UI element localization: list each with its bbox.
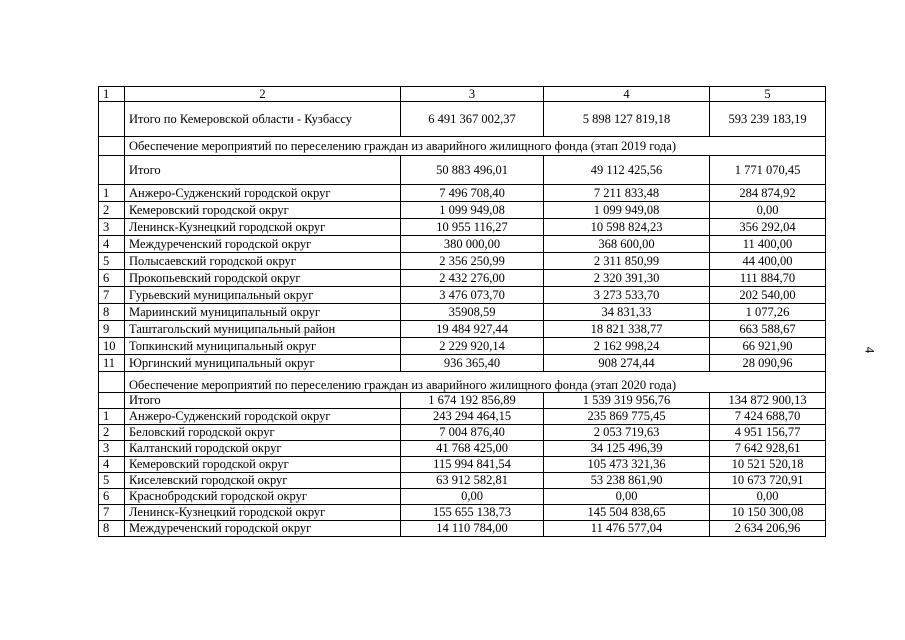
amount-total: 936 365,40 bbox=[401, 355, 544, 372]
amount-total: 7 496 708,40 bbox=[401, 185, 544, 202]
table-row bbox=[99, 338, 826, 355]
table-row bbox=[99, 253, 826, 270]
amount-total: 243 294 464,15 bbox=[401, 409, 544, 425]
table-row bbox=[99, 219, 826, 236]
section-total-label: Итого bbox=[125, 393, 401, 409]
amount-fund: 34 831,33 bbox=[544, 304, 710, 321]
region-total-row bbox=[99, 102, 826, 137]
row-number-cell bbox=[99, 393, 125, 409]
amount-total: 41 768 425,00 bbox=[401, 441, 544, 457]
municipality-name: Киселевский городской округ bbox=[125, 473, 401, 489]
region-total-value: 593 239 183,19 bbox=[710, 102, 826, 137]
amount-budget: 356 292,04 bbox=[710, 219, 826, 236]
amount-total: 155 655 138,73 bbox=[401, 505, 544, 521]
section-total-value: 1 771 070,45 bbox=[710, 156, 826, 185]
section-total-label: Итого bbox=[125, 156, 401, 185]
amount-total: 63 912 582,81 bbox=[401, 473, 544, 489]
amount-budget: 0,00 bbox=[710, 202, 826, 219]
row-number: 5 bbox=[99, 473, 125, 489]
municipality-name: Гурьевский муниципальный округ bbox=[125, 287, 401, 304]
amount-total: 19 484 927,44 bbox=[401, 321, 544, 338]
row-number: 2 bbox=[99, 425, 125, 441]
amount-total: 2 432 276,00 bbox=[401, 270, 544, 287]
page-number: 4 bbox=[862, 346, 878, 354]
amount-fund: 34 125 496,39 bbox=[544, 441, 710, 457]
amount-budget: 44 400,00 bbox=[710, 253, 826, 270]
amount-fund: 11 476 577,04 bbox=[544, 521, 710, 537]
section-total-value: 1 674 192 856,89 bbox=[401, 393, 544, 409]
table-row bbox=[99, 287, 826, 304]
amount-budget: 7 642 928,61 bbox=[710, 441, 826, 457]
table-row bbox=[99, 425, 826, 441]
amount-total: 35908,59 bbox=[401, 304, 544, 321]
municipality-name: Кемеровский городской округ bbox=[125, 457, 401, 473]
amount-fund: 7 211 833,48 bbox=[544, 185, 710, 202]
column-number: 1 bbox=[99, 87, 125, 102]
municipality-name: Полысаевский городской округ bbox=[125, 253, 401, 270]
amount-total: 115 994 841,54 bbox=[401, 457, 544, 473]
row-number: 4 bbox=[99, 457, 125, 473]
amount-fund: 2 311 850,99 bbox=[544, 253, 710, 270]
row-number-cell bbox=[99, 102, 125, 137]
row-number: 4 bbox=[99, 236, 125, 253]
section-total-row bbox=[99, 156, 826, 185]
amount-budget: 284 874,92 bbox=[710, 185, 826, 202]
row-number: 7 bbox=[99, 287, 125, 304]
table-row bbox=[99, 457, 826, 473]
amount-fund: 235 869 775,45 bbox=[544, 409, 710, 425]
municipality-name: Юргинский муниципальный округ bbox=[125, 355, 401, 372]
table-row bbox=[99, 521, 826, 537]
row-number: 5 bbox=[99, 253, 125, 270]
row-number: 2 bbox=[99, 202, 125, 219]
amount-total: 2 356 250,99 bbox=[401, 253, 544, 270]
municipality-name: Анжеро-Судженский городской округ bbox=[125, 185, 401, 202]
column-number: 3 bbox=[401, 87, 544, 102]
amount-budget: 1 077,26 bbox=[710, 304, 826, 321]
amount-total: 1 099 949,08 bbox=[401, 202, 544, 219]
amount-budget: 7 424 688,70 bbox=[710, 409, 826, 425]
amount-fund: 3 273 533,70 bbox=[544, 287, 710, 304]
section-title: Обеспечение мероприятий по переселению граждан из аварийного жилищного фонда (этап 2019 года) bbox=[125, 137, 826, 156]
municipality-name: Топкинский муниципальный округ bbox=[125, 338, 401, 355]
funding-table-body bbox=[99, 87, 826, 537]
row-number: 1 bbox=[99, 185, 125, 202]
column-number: 4 bbox=[544, 87, 710, 102]
amount-fund: 2 053 719,63 bbox=[544, 425, 710, 441]
table-row bbox=[99, 473, 826, 489]
table-row bbox=[99, 202, 826, 219]
municipality-name: Ленинск-Кузнецкий городской округ bbox=[125, 505, 401, 521]
row-number: 7 bbox=[99, 505, 125, 521]
amount-total: 14 110 784,00 bbox=[401, 521, 544, 537]
amount-budget: 28 090,96 bbox=[710, 355, 826, 372]
amount-total: 2 229 920,14 bbox=[401, 338, 544, 355]
row-number-cell bbox=[99, 156, 125, 185]
funding-table bbox=[98, 86, 826, 537]
amount-total: 380 000,00 bbox=[401, 236, 544, 253]
table-row bbox=[99, 321, 826, 338]
amount-budget: 0,00 bbox=[710, 489, 826, 505]
municipality-name: Мариинский муниципальный округ bbox=[125, 304, 401, 321]
row-number: 8 bbox=[99, 304, 125, 321]
amount-total: 3 476 073,70 bbox=[401, 287, 544, 304]
section-total-row bbox=[99, 393, 826, 409]
municipality-name: Кемеровский городской округ bbox=[125, 202, 401, 219]
amount-budget: 11 400,00 bbox=[710, 236, 826, 253]
municipality-name: Междуреченский городской округ bbox=[125, 521, 401, 537]
municipality-name: Таштагольский муниципальный район bbox=[125, 321, 401, 338]
municipality-name: Краснобродский городской округ bbox=[125, 489, 401, 505]
row-number: 11 bbox=[99, 355, 125, 372]
amount-fund: 908 274,44 bbox=[544, 355, 710, 372]
municipality-name: Калтанский городской округ bbox=[125, 441, 401, 457]
amount-budget: 663 588,67 bbox=[710, 321, 826, 338]
amount-fund: 10 598 824,23 bbox=[544, 219, 710, 236]
amount-budget: 10 521 520,18 bbox=[710, 457, 826, 473]
table-row bbox=[99, 236, 826, 253]
row-number-cell bbox=[99, 137, 125, 156]
table-row bbox=[99, 409, 826, 425]
section-total-value: 1 539 319 956,76 bbox=[544, 393, 710, 409]
amount-budget: 4 951 156,77 bbox=[710, 425, 826, 441]
amount-fund: 0,00 bbox=[544, 489, 710, 505]
municipality-name: Беловский городской округ bbox=[125, 425, 401, 441]
table-row bbox=[99, 270, 826, 287]
column-number: 2 bbox=[125, 87, 401, 102]
section-title-row bbox=[99, 137, 826, 156]
municipality-name: Междуреченский городской округ bbox=[125, 236, 401, 253]
amount-fund: 105 473 321,36 bbox=[544, 457, 710, 473]
amount-budget: 111 884,70 bbox=[710, 270, 826, 287]
municipality-name: Ленинск-Кузнецкий городской округ bbox=[125, 219, 401, 236]
amount-total: 10 955 116,27 bbox=[401, 219, 544, 236]
column-number-row bbox=[99, 87, 826, 102]
amount-budget: 10 150 300,08 bbox=[710, 505, 826, 521]
row-number: 10 bbox=[99, 338, 125, 355]
amount-fund: 1 099 949,08 bbox=[544, 202, 710, 219]
section-title-row bbox=[99, 372, 826, 393]
amount-fund: 2 320 391,30 bbox=[544, 270, 710, 287]
section-total-value: 50 883 496,01 bbox=[401, 156, 544, 185]
amount-budget: 10 673 720,91 bbox=[710, 473, 826, 489]
region-total-label: Итого по Кемеровской области - Кузбассу bbox=[125, 102, 401, 137]
table-row bbox=[99, 441, 826, 457]
column-number: 5 bbox=[710, 87, 826, 102]
municipality-name: Прокопьевский городской округ bbox=[125, 270, 401, 287]
amount-total: 0,00 bbox=[401, 489, 544, 505]
amount-fund: 2 162 998,24 bbox=[544, 338, 710, 355]
amount-fund: 53 238 861,90 bbox=[544, 473, 710, 489]
row-number: 6 bbox=[99, 489, 125, 505]
amount-budget: 66 921,90 bbox=[710, 338, 826, 355]
row-number: 9 bbox=[99, 321, 125, 338]
table-row bbox=[99, 489, 826, 505]
table-row bbox=[99, 304, 826, 321]
amount-fund: 18 821 338,77 bbox=[544, 321, 710, 338]
section-title: Обеспечение мероприятий по переселению граждан из аварийного жилищного фонда (этап 2020 года) bbox=[125, 372, 826, 393]
table-row bbox=[99, 355, 826, 372]
amount-fund: 145 504 838,65 bbox=[544, 505, 710, 521]
amount-budget: 2 634 206,96 bbox=[710, 521, 826, 537]
amount-total: 7 004 876,40 bbox=[401, 425, 544, 441]
section-total-value: 134 872 900,13 bbox=[710, 393, 826, 409]
row-number: 3 bbox=[99, 441, 125, 457]
row-number-cell bbox=[99, 372, 125, 393]
region-total-value: 6 491 367 002,37 bbox=[401, 102, 544, 137]
table-row bbox=[99, 185, 826, 202]
region-total-value: 5 898 127 819,18 bbox=[544, 102, 710, 137]
row-number: 3 bbox=[99, 219, 125, 236]
section-total-value: 49 112 425,56 bbox=[544, 156, 710, 185]
amount-fund: 368 600,00 bbox=[544, 236, 710, 253]
table-row bbox=[99, 505, 826, 521]
municipality-name: Анжеро-Судженский городской округ bbox=[125, 409, 401, 425]
amount-budget: 202 540,00 bbox=[710, 287, 826, 304]
row-number: 1 bbox=[99, 409, 125, 425]
row-number: 6 bbox=[99, 270, 125, 287]
row-number: 8 bbox=[99, 521, 125, 537]
